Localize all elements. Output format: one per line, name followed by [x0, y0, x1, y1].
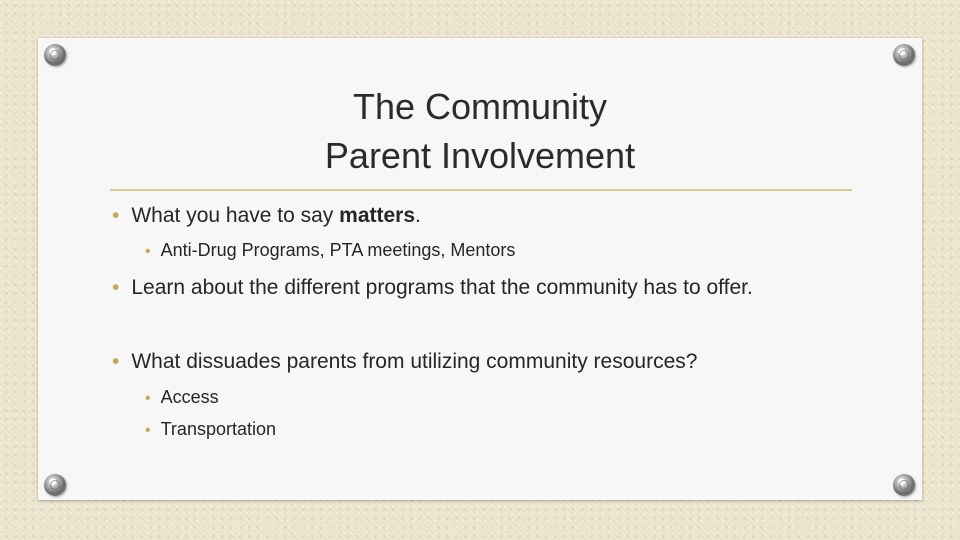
bullet-text: Learn about the different programs that the community has to offer.: [131, 276, 753, 299]
bullet-text: What you have to say: [131, 204, 340, 227]
bullet-text-end: .: [415, 204, 421, 227]
title-divider: [110, 189, 852, 191]
bullet-dot-icon: •: [145, 390, 151, 407]
slide-title: [38, 82, 922, 180]
title-line-1: The Community: [352, 86, 608, 127]
pushpin-icon: [44, 474, 66, 496]
pushpin-icon: [893, 44, 915, 66]
title-line-2: Parent Involvement: [324, 135, 636, 176]
pushpin-icon: [44, 44, 66, 66]
sub-bullet-text: Access: [160, 387, 219, 407]
bullet-dot-icon: •: [145, 422, 151, 439]
bullet-dot-icon: •: [112, 276, 120, 299]
bullet-text: What dissuades parents from utilizing community resources?: [131, 350, 698, 373]
sub-bullet-text: Anti-Drug Programs, PTA meetings, Mentors: [160, 240, 516, 260]
sub-bullet-item: [145, 240, 515, 261]
bullet-dot-icon: •: [112, 350, 120, 373]
bullet-dot-icon: •: [112, 204, 120, 227]
bullet-dot-icon: •: [145, 243, 151, 260]
bullet-item: [112, 350, 697, 374]
bullet-item: [112, 204, 421, 228]
sub-bullet-text: Transportation: [160, 419, 277, 439]
sub-bullet-item: [145, 387, 219, 408]
sub-bullet-item: [145, 419, 276, 440]
bullet-emphasis: matters: [339, 204, 416, 227]
pushpin-icon: [893, 474, 915, 496]
bullet-item: [112, 276, 753, 300]
